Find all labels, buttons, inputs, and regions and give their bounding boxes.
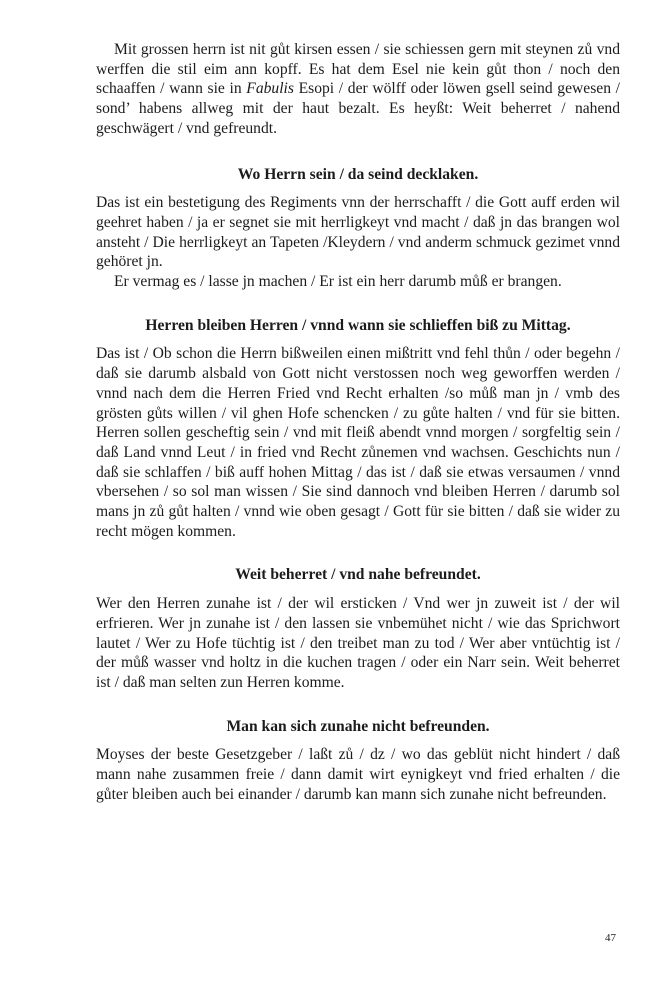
section-3-heading: Weit beherret / vnd nahe befreundet. (235, 566, 481, 584)
section-1-paragraph-1: Das ist ein bestetigung des Regiments vnn der herrschafft / die Gott auff erden wil geehret haben / ja er segnet sie mit herrligkeyt vnd macht / daß jn das brangen wol ansteht / Die herrligkeyt an Tapeten /Kleydern / vnd anderm schmuck gezimet vnnd gehöret jn. (96, 194, 620, 271)
section-1-heading: Wo Herrn sein / da seind decklaken. (237, 165, 479, 183)
section-2-paragraph-1: Das ist / Ob schon die Herrn bißweilen einen mißtritt vnd fehl thůn / oder begehn / daß sie darumb alsbald von Gott nicht verstossen noch weg geworffen werden / vnnd nach dem die Herren Fried vnd Recht erhalten /so můß man jn / vmb des grösten gůts willen / vil ghen Hofe schencken / zu gůte halten / vnd für sie bitten. Herren sollen gescheftig sein / vnd mit fleiß abendt vnnd morgen / sorgfeltig sein / daß Land vnnd Leut / in fried vnd Recht zůnemen vnd wachsen. Geschichts nun / daß sie schlaffen / biß auff hohen Mittag / das ist / daß sie etwas versaumen / vnnd vbersehen / so sol man wissen / Sie sind dannoch vnd bleiben Herren / darumb sol mans jn zů gůt halten / vnnd wie oben gesagt / Gott für sie bitten / daß sie wider zu recht mögen kommen. (96, 345, 620, 540)
section-4-paragraph-1: Moyses der beste Gesetzgeber / laßt zů / dz / wo das geblüt nicht hindert / daß mann nahe zusammen freie / dann damit wirt eynigkeyt vnd fried erhalten / die gůter bleiben auch bei einander / darumb kan mann sich zunahe nicht befreunden. (96, 746, 620, 803)
intro-paragraph (96, 40, 620, 139)
page-body (96, 40, 620, 805)
intro-text-a: Mit grossen herrn ist nit gůt kirsen essen / sie schiessen gern mit steynen zů vnd werffen die stil eim ann kopff. Es hat dem Esel nie kein gůt thon / noch den schaaffen / wann sie in (96, 41, 620, 98)
section-1-paragraph-2: Er vermag es / lasse jn machen / Er ist ein herr darumb můß er brangen. (114, 273, 562, 291)
section-2-heading: Herren bleiben Herren / vnnd wann sie schlieffen biß zu Mittag. (145, 316, 571, 334)
fabulis-italic: Fabulis (246, 80, 294, 98)
section-4-heading: Man kan sich zunahe nicht befreunden. (226, 717, 490, 735)
page-number: 47 (605, 932, 616, 944)
section-3-paragraph-1: Wer den Herren zunahe ist / der wil ersticken / Vnd wer jn zuweit ist / der wil erfrieren. Wer jn zunahe ist / den lassen sie vnbemühet nicht / wie das Sprichwort lautet / Wer zu Hofe tüchtig ist / den treibet man zu tod / Wer aber vntüchtig ist / der můß wasser vnd holtz in die kuchen tragen / oder ein Narr sein. Weit beherret ist / daß man selten zun Herren komme. (96, 595, 620, 691)
intro-text-b: Esopi / der wölff oder löwen gsell seind gewesen / sond’ habens allweg mit der haut bezalt. Es heyßt: Weit beherret / nahend geschwägert / vnd gefreundt. (96, 80, 620, 137)
